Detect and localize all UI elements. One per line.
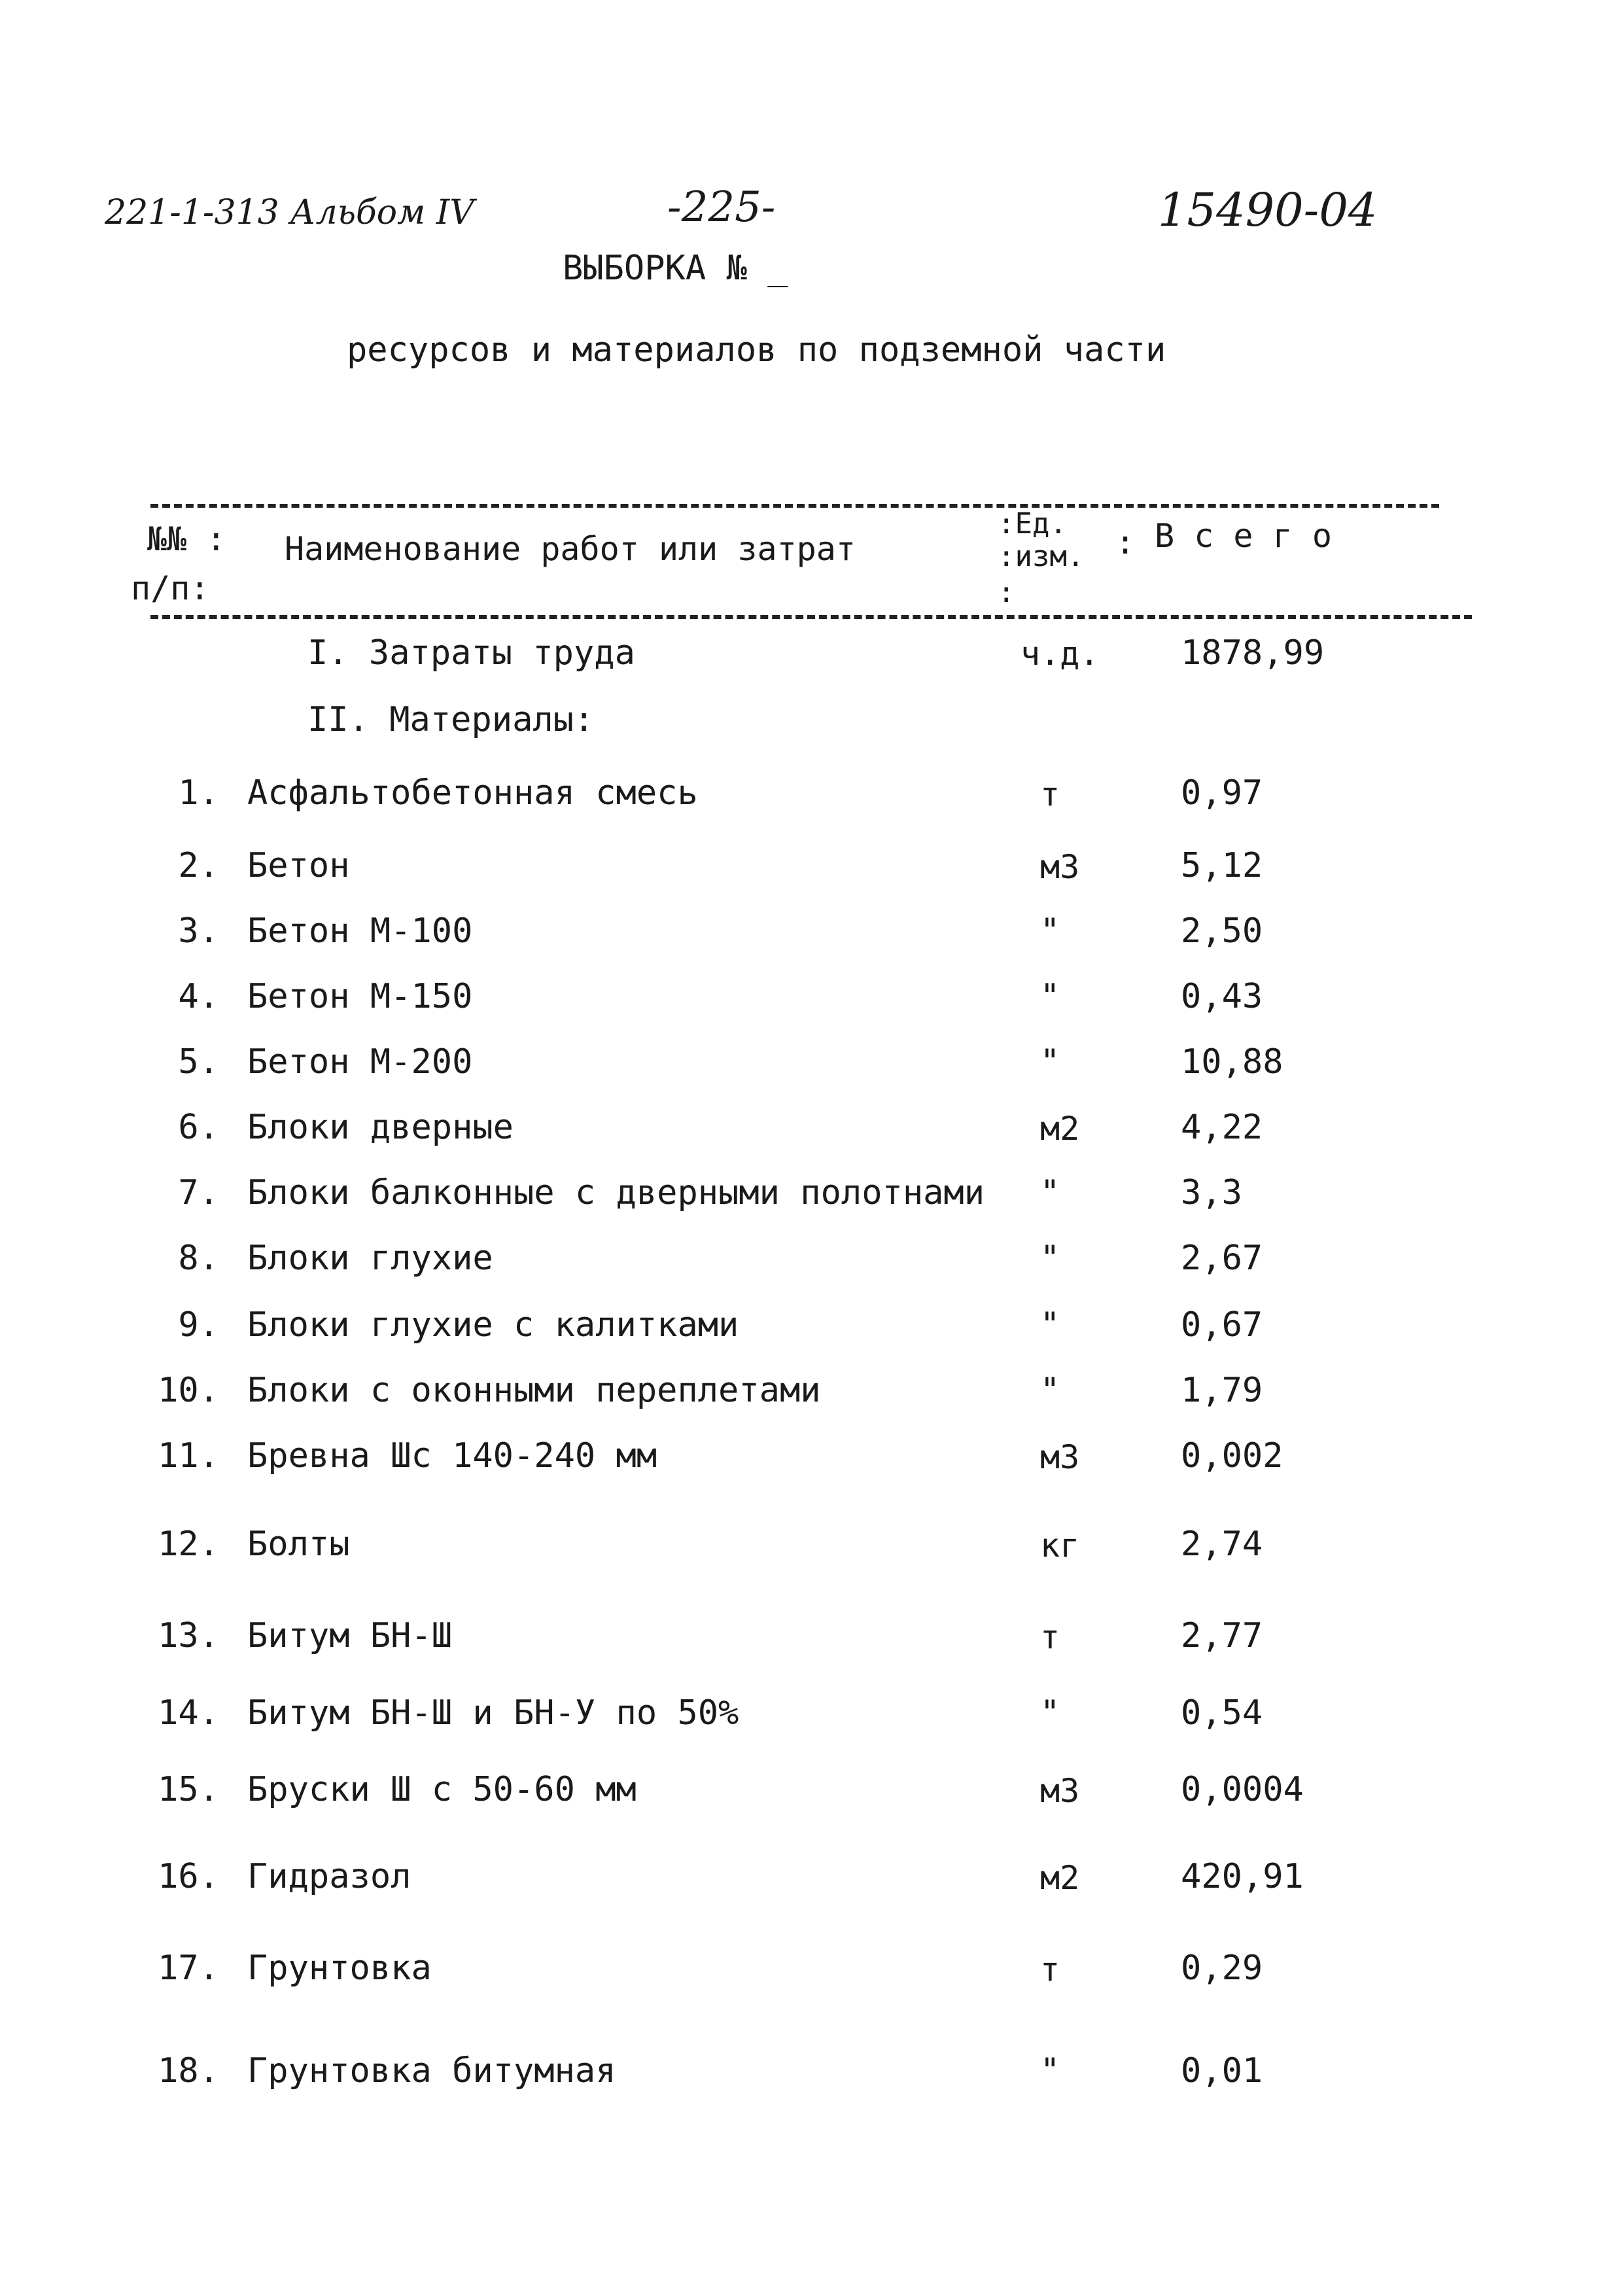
- row-name: Блоки глухие с калитками: [247, 1305, 739, 1345]
- page-number: -225-: [667, 183, 776, 232]
- row-number: 4.: [178, 977, 219, 1016]
- row-number: 1.: [178, 773, 219, 813]
- row-unit: ": [1040, 911, 1060, 949]
- row-number: 9.: [178, 1305, 219, 1345]
- row-name: Асфальтобетонная смесь: [247, 773, 698, 813]
- row-value: 4,22: [1181, 1108, 1263, 1147]
- row-name: Блоки балконные с дверными полотнами: [247, 1173, 985, 1212]
- row-name: Блоки глухие: [247, 1239, 493, 1278]
- row-unit: ": [1040, 1693, 1060, 1731]
- header-num-line1: №№ :: [147, 520, 226, 558]
- row-unit: ": [1040, 1042, 1060, 1080]
- row-number: 5.: [178, 1042, 219, 1082]
- row-number: 13.: [158, 1616, 219, 1655]
- row-number: 8.: [178, 1239, 219, 1278]
- row-unit: т: [1040, 775, 1060, 813]
- row-value: 420,91: [1181, 1857, 1304, 1896]
- row-number: 12.: [158, 1525, 219, 1564]
- row-value: 0,002: [1181, 1436, 1283, 1475]
- header-unit-line1: :Ед.: [998, 507, 1067, 540]
- header-unit-line2: :изм.: [998, 540, 1085, 573]
- row-number: 7.: [178, 1173, 219, 1212]
- document-title: ВЫБОРКА № _: [563, 249, 788, 288]
- table-top-rule: [150, 504, 1439, 508]
- row-value: 1,79: [1181, 1371, 1263, 1410]
- row-number: 18.: [158, 2051, 219, 2091]
- document-subtitle: ресурсов и материалов по подземной части: [347, 330, 1166, 370]
- header-total: В с е г о: [1155, 517, 1332, 555]
- row-number: 10.: [158, 1371, 219, 1410]
- row-unit: м3: [1040, 1772, 1080, 1810]
- row-unit: м2: [1040, 1110, 1080, 1148]
- row-value: 0,67: [1181, 1305, 1263, 1345]
- row-name: Бетон: [247, 846, 350, 885]
- row-name: Битум БН-Ш и БН-У по 50%: [247, 1693, 739, 1733]
- row-value: 2,77: [1181, 1616, 1263, 1655]
- row-number: 2.: [178, 846, 219, 885]
- section-materials: II. Материалы:: [307, 700, 595, 739]
- row-name: Бруски Ш с 50-60 мм: [247, 1770, 637, 1809]
- row-unit: т: [1040, 1618, 1060, 1656]
- row-name: Бревна Шс 140-240 мм: [247, 1436, 657, 1475]
- row-name: Грунтовка битумная: [247, 2051, 616, 2091]
- row-value: 2,67: [1181, 1239, 1263, 1278]
- section-labor-unit: ч.д.: [1021, 635, 1100, 673]
- header-separator: :: [1115, 523, 1136, 561]
- row-name: Болты: [247, 1525, 350, 1564]
- row-unit: м3: [1040, 1438, 1080, 1476]
- row-unit: ": [1040, 977, 1060, 1015]
- row-name: Битум БН-Ш: [247, 1616, 453, 1655]
- row-value: 0,97: [1181, 773, 1263, 813]
- row-number: 16.: [158, 1857, 219, 1896]
- row-name: Бетон М-100: [247, 911, 473, 951]
- row-value: 3,3: [1181, 1173, 1242, 1212]
- row-number: 17.: [158, 1949, 219, 1988]
- row-unit: м2: [1040, 1859, 1080, 1897]
- row-unit: ": [1040, 1239, 1060, 1277]
- row-name: Гидразол: [247, 1857, 411, 1896]
- row-unit: ": [1040, 1305, 1060, 1343]
- row-number: 3.: [178, 911, 219, 951]
- row-number: 15.: [158, 1770, 219, 1809]
- section-labor-value: 1878,99: [1181, 633, 1325, 673]
- row-name: Блоки дверные: [247, 1108, 514, 1147]
- document-number: 15490-04: [1158, 183, 1378, 237]
- row-number: 14.: [158, 1693, 219, 1733]
- row-name: Бетон М-200: [247, 1042, 473, 1082]
- row-unit: ": [1040, 1173, 1060, 1211]
- row-number: 6.: [178, 1108, 219, 1147]
- header-num-line2: п/п:: [131, 569, 210, 607]
- row-unit: кг: [1040, 1527, 1080, 1564]
- row-number: 11.: [158, 1436, 219, 1475]
- section-labor: I. Затраты труда: [307, 633, 635, 673]
- row-value: 0,29: [1181, 1949, 1263, 1988]
- row-value: 2,50: [1181, 911, 1263, 951]
- document-code: 221-1-313 Альбом IV: [105, 193, 474, 232]
- row-value: 10,88: [1181, 1042, 1283, 1082]
- row-name: Грунтовка: [247, 1949, 432, 1988]
- row-name: Блоки с оконными переплетами: [247, 1371, 821, 1410]
- row-value: 0,43: [1181, 977, 1263, 1016]
- table-header-rule: [150, 615, 1472, 619]
- row-value: 0,01: [1181, 2051, 1263, 2091]
- row-value: 0,54: [1181, 1693, 1263, 1733]
- row-value: 0,0004: [1181, 1770, 1304, 1809]
- row-unit: ": [1040, 2051, 1060, 2089]
- row-unit: т: [1040, 1951, 1060, 1988]
- row-name: Бетон М-150: [247, 977, 473, 1016]
- header-unit-line3: :: [998, 576, 1015, 609]
- row-unit: м3: [1040, 848, 1080, 886]
- row-unit: ": [1040, 1371, 1060, 1409]
- row-value: 5,12: [1181, 846, 1263, 885]
- header-name: Наименование работ или затрат: [285, 530, 856, 568]
- row-value: 2,74: [1181, 1525, 1263, 1564]
